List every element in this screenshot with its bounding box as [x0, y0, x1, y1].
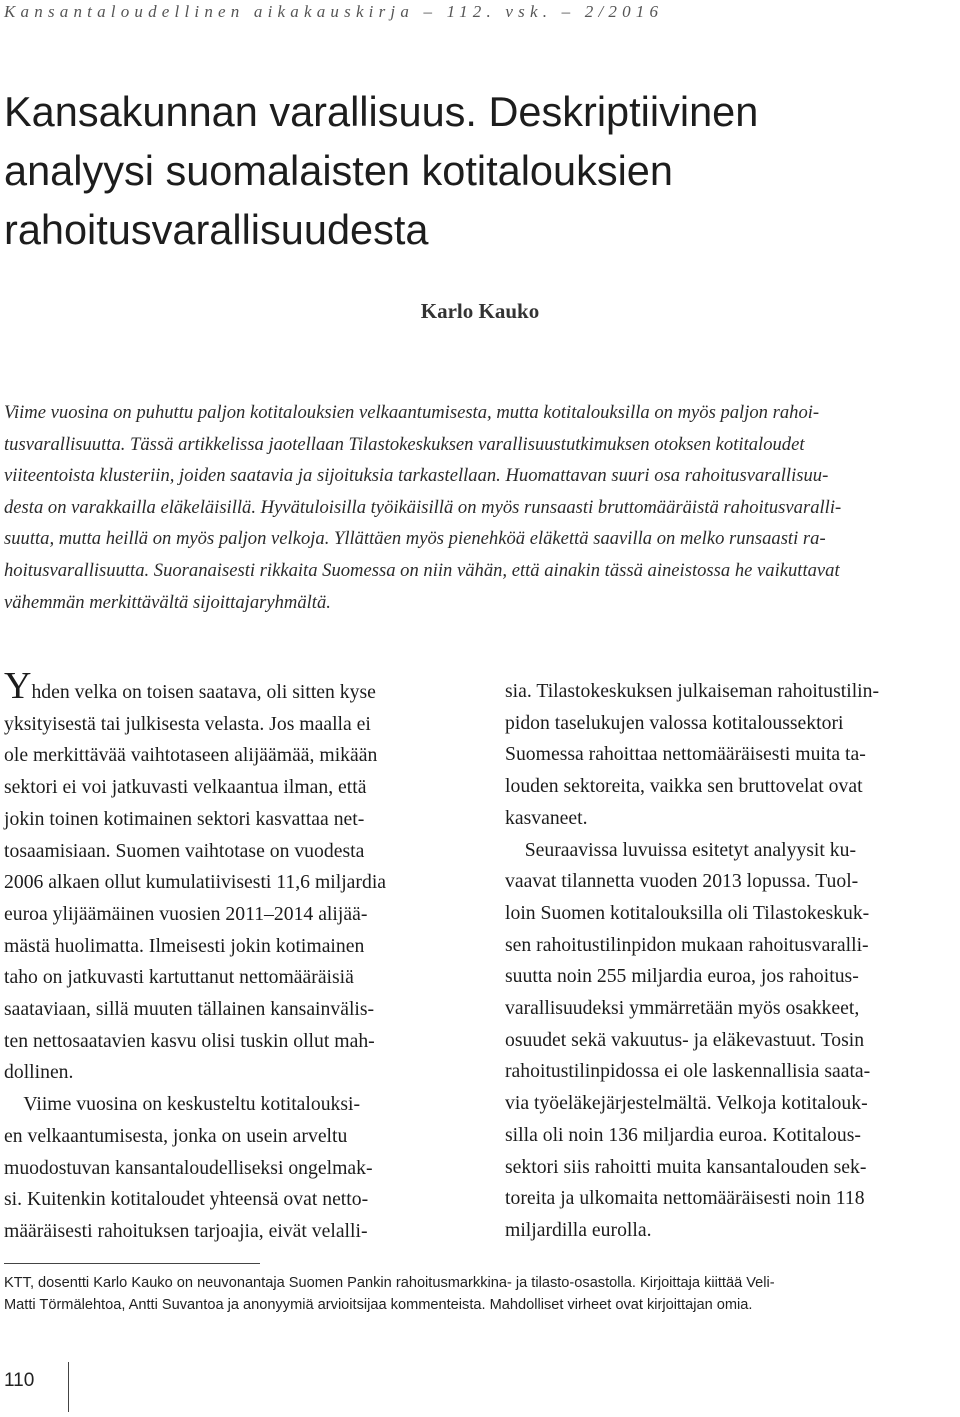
- page-number: 110: [4, 1370, 35, 1391]
- body-line: si. Kuitenkin kotitaloudet yhteensä ovat netto-: [4, 1188, 369, 1211]
- abstract-line: suutta, mutta heillä on myös paljon velkoja. Yllättäen myös pienehköä eläkettä saavilla on melko runsaasti ra-: [4, 528, 826, 550]
- body-line: määräisesti rahoituksen tarjoajia, eivät velalli-: [4, 1219, 368, 1242]
- body-line: yksityisestä tai julkisesta velasta. Jos maalla ei: [4, 712, 371, 735]
- body-column-right: [505, 676, 959, 1247]
- body-line: osuudet sekä vakuutus- ja eläkevastuut. Tosin: [505, 1028, 865, 1051]
- body-line: dollinen.: [4, 1061, 74, 1084]
- page-number-divider: [68, 1362, 69, 1412]
- drop-cap: Y: [4, 665, 32, 707]
- body-line: Seuraavissa luvuissa esitetyt analyysit ku-: [505, 838, 857, 861]
- abstract-line: vähemmän merkittävältä sijoittajaryhmältä.: [4, 591, 331, 613]
- title-line: analyysi suomalaisten kotitalouksien: [4, 147, 673, 194]
- article-title: [4, 82, 944, 259]
- body-line: euroa ylijäämäinen vuosien 2011–2014 alijää-: [4, 902, 368, 925]
- body-line: vaavat tilannetta vuoden 2013 lopussa. Tuol-: [505, 870, 859, 893]
- body-line: sia. Tilastokeskuksen julkaiseman rahoitustilin-: [505, 680, 880, 702]
- body-column-left: [4, 665, 460, 1248]
- abstract-line: Viime vuosina on puhuttu paljon kotitalouksien velkaantumisesta, mutta kotitalouksilla on myös paljon rahoi-: [4, 402, 820, 423]
- body-line: loin Suomen kotitalouksilla oli Tilastokeskuk-: [505, 901, 870, 924]
- abstract-line: viiteentoista klusteriin, joiden saatavia ja sijoituksia tarkastellaan. Huomattavan suuri osa rahoitusvarallisuu-: [4, 465, 829, 487]
- body-line: toreita ja ulkomaita nettomääräisesti noin 118: [505, 1187, 865, 1210]
- body-line: sektori ei voi jatkuvasti velkaantua ilman, että: [4, 776, 367, 799]
- body-line: en velkaantumisesta, jonka on usein arveltu: [4, 1124, 348, 1147]
- body-line: miljardilla eurolla.: [505, 1218, 652, 1241]
- abstract-line: tusvarallisuutta. Tässä artikkelissa jaotellaan Tilastokeskuksen varallisuustutkimuksen otoksen kotitaloudet: [4, 433, 805, 455]
- footnote: [4, 1272, 956, 1316]
- body-line: Viime vuosina on keskusteltu kotitalouksi-: [4, 1093, 361, 1116]
- abstract-line: desta on varakkailla eläkeläisillä. Hyvätuloisilla työikäisillä on myös runsaasti bruttomääräistä rahoitusvaralli-: [4, 496, 842, 518]
- title-line: rahoitusvarallisuudesta: [4, 206, 429, 253]
- body-line: Suomessa rahoittaa nettomääräisesti muita ta-: [505, 743, 866, 766]
- body-line: ole merkittävää vaihtotaseen alijäämää, mikään: [4, 744, 378, 767]
- journal-header: Kansantaloudellinen aikakauskirja – 112. vsk. – 2/2016: [4, 2, 664, 21]
- body-line: sen rahoitustilinpidon mukaan rahoitusvaralli-: [505, 933, 869, 956]
- body-line: ten nettosaatavien kasvu olisi tuskin ollut mah-: [4, 1029, 375, 1052]
- body-line: via työeläkejärjestelmältä. Velkoja kotitalouk-: [505, 1092, 868, 1115]
- title-line: Kansakunnan varallisuus. Deskriptiivinen: [4, 88, 759, 135]
- body-line: hden velka on toisen saatava, oli sitten kyse: [31, 681, 376, 703]
- body-line-first: [4, 665, 460, 709]
- body-line: jokin toinen kotimainen sektori kasvattaa net-: [4, 807, 365, 830]
- body-line: louden sektoreita, vaikka sen bruttovelat ovat: [505, 775, 863, 798]
- abstract: [4, 397, 956, 618]
- body-line: mästä huolimatta. Ilmeisesti jokin kotimainen: [4, 934, 365, 957]
- body-line: muodostuvan kansantaloudelliseksi ongelmak-: [4, 1156, 373, 1179]
- body-line: tosaamisiaan. Suomen vaihtotase on vuodesta: [4, 839, 365, 862]
- footnote-line: KTT, dosentti Karlo Kauko on neuvonantaja Suomen Pankin rahoitusmarkkina- ja tilasto-osastolla. Kirjoittaja kiittää Veli-: [4, 1275, 775, 1291]
- body-line: rahoitustilinpidossa ei ole laskennallisia saata-: [505, 1060, 871, 1083]
- body-line: silla oli noin 136 miljardia euroa. Kotitalous-: [505, 1123, 861, 1146]
- body-line: pidon taselukujen valossa kotitaloussektori: [505, 711, 844, 734]
- footnote-divider: [4, 1263, 260, 1264]
- abstract-line: hoitusvarallisuutta. Suoranaisesti rikkaita Suomessa on niin vähän, että ainakin tässä aineistossa he vaikuttavat: [4, 559, 840, 581]
- body-line: taho on jatkuvasti kartuttanut nettomääräisiä: [4, 966, 354, 989]
- author-name: Karlo Kauko: [420, 299, 540, 323]
- body-line: 2006 alkaen ollut kumulatiivisesti 11,6 miljardia: [4, 871, 387, 894]
- body-line: sektori siis rahoitti muita kansantalouden sek-: [505, 1155, 867, 1178]
- body-line: varallisuudeksi ymmärretään myös osakkeet,: [505, 997, 860, 1020]
- body-line: suutta noin 255 miljardia euroa, jos rahoitus-: [505, 965, 859, 988]
- body-line: kasvaneet.: [505, 806, 588, 829]
- footnote-line: Matti Törmälehtoa, Antti Suvantoa ja anonyymiä arvioitsijaa kommenteista. Mahdolliset virheet ovat kirjoittajan omia.: [4, 1297, 753, 1313]
- body-line: saataviaan, sillä muuten tällainen kansainvälis-: [4, 998, 375, 1021]
